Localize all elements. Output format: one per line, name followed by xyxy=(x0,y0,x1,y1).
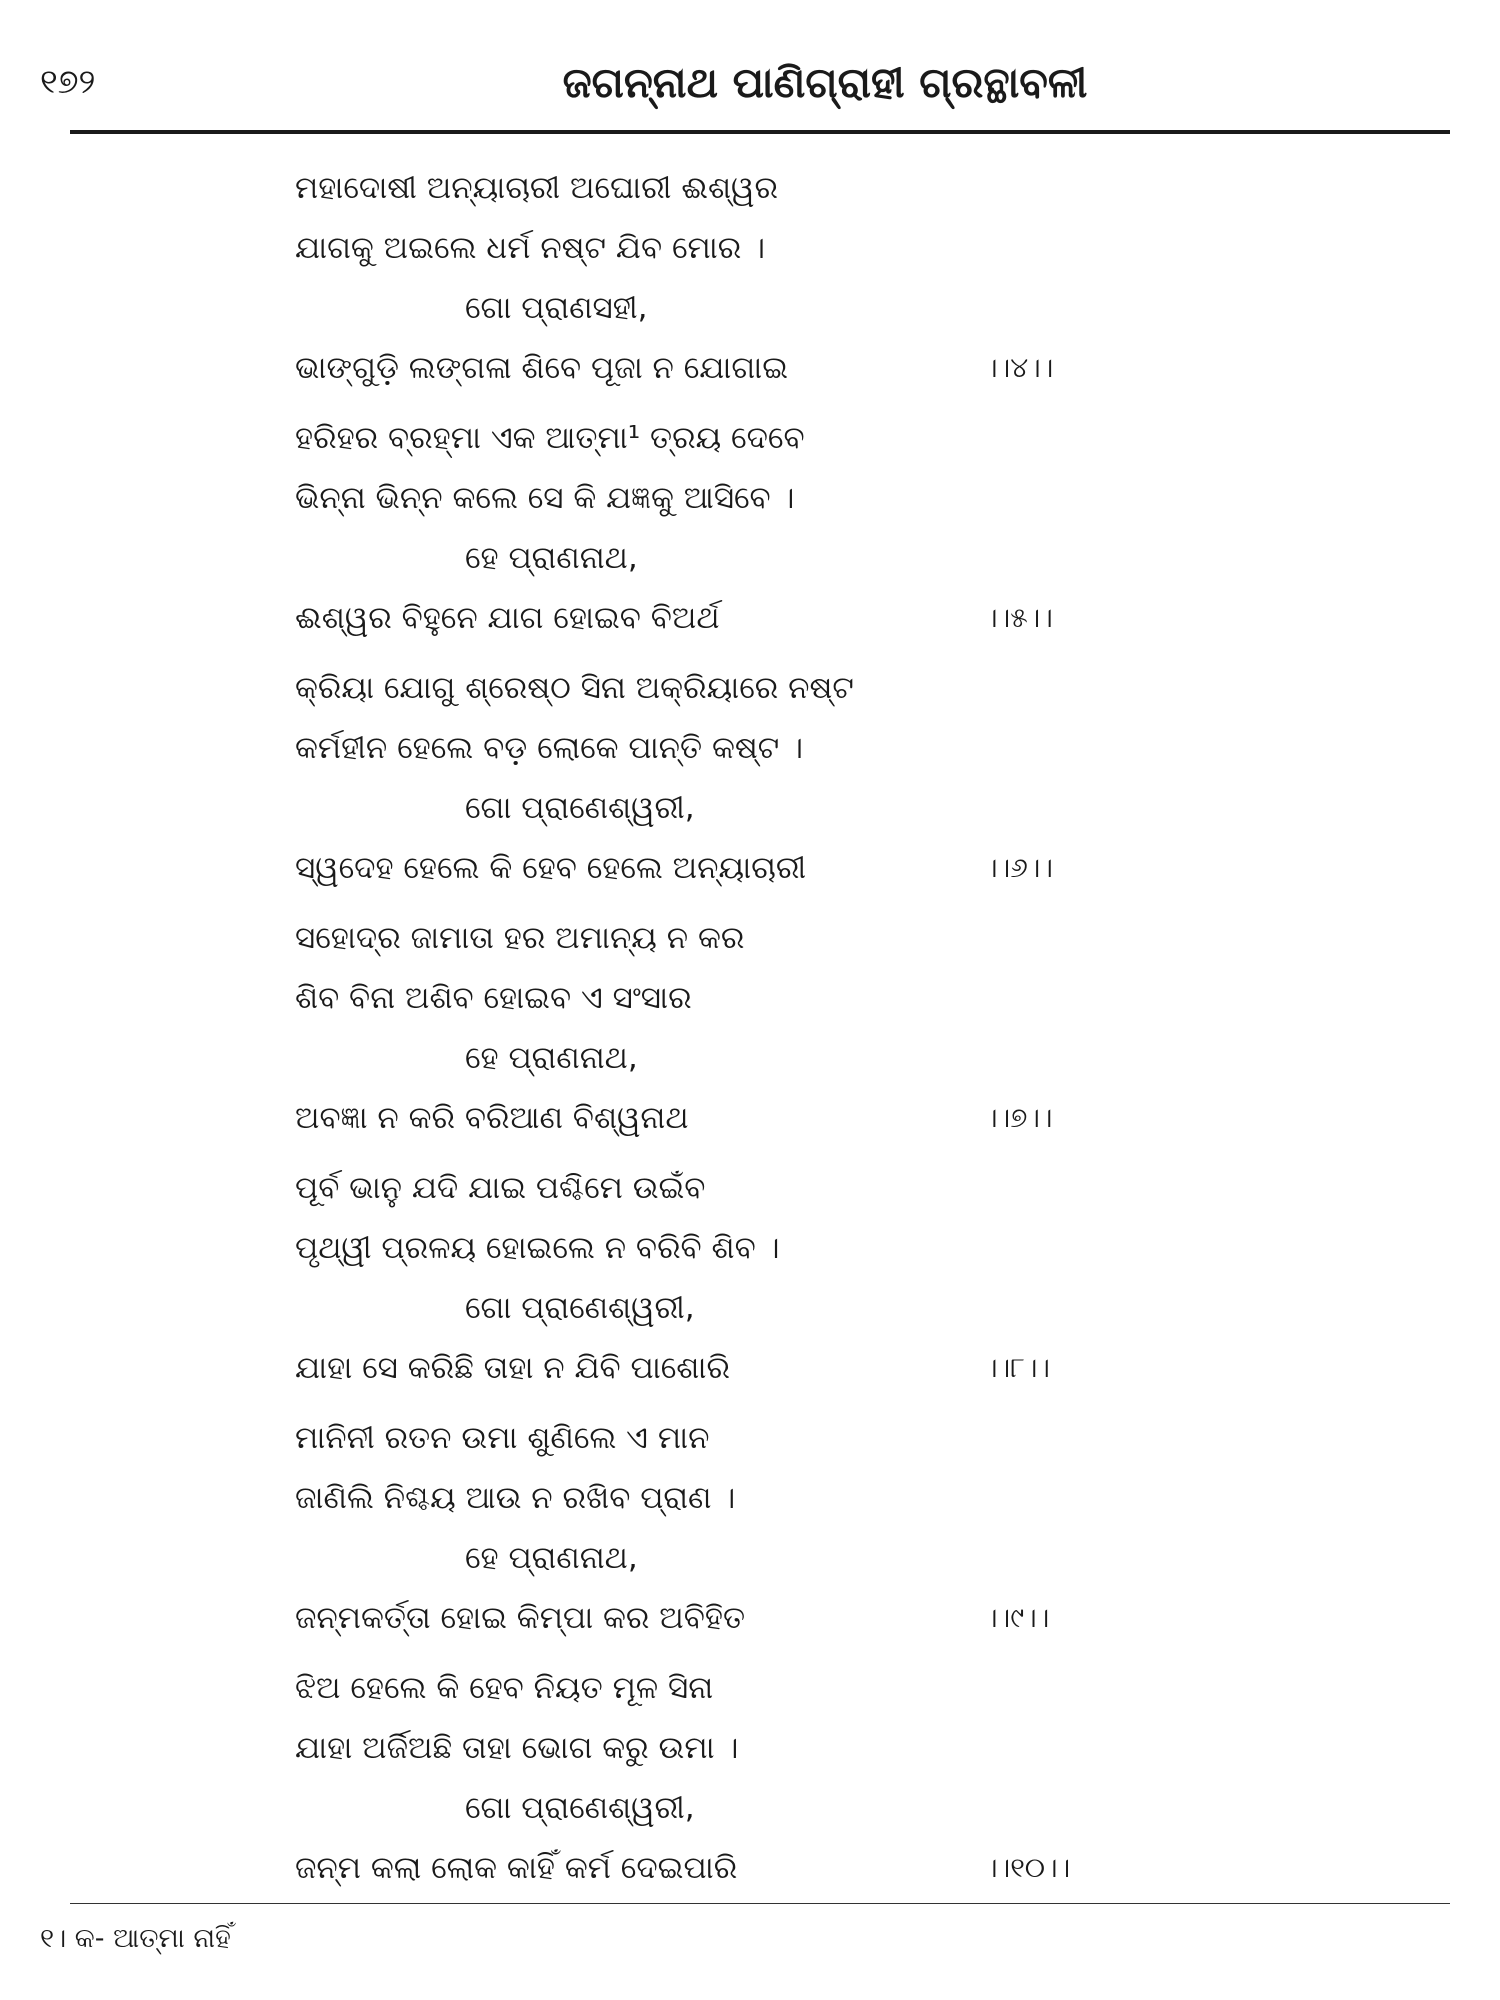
stanza xyxy=(295,418,1445,668)
verse-number: ।।୬।। xyxy=(985,851,1053,884)
verse-line: ହରିହର ବ୍ରହ୍ମା ଏକ ଆତ୍ମା¹ ତ୍ରୟ ଦେବେ xyxy=(295,420,805,456)
verse-line: ଝିଅ ହେଲେ କି ହେବ ନିୟତ ମୂଳ ସିନା xyxy=(295,1670,714,1706)
verse-address: ଗୋ ପ୍ରାଣସହୀ, xyxy=(465,290,648,326)
verse-address: ହେ ପ୍ରାଣନାଥ, xyxy=(465,540,638,576)
stanza xyxy=(295,918,1445,1168)
stanza xyxy=(295,668,1445,918)
verse-address: ଗୋ ପ୍ରାଣେଶ୍ୱରୀ, xyxy=(465,1290,695,1326)
verse-line: କ୍ରିୟା ଯୋଗୁ ଶ୍ରେଷ୍ଠ ସିନା ଅକ୍ରିୟାରେ ନଷ୍ଟ xyxy=(295,670,854,706)
footnote-rule xyxy=(70,1903,1450,1904)
header-rule xyxy=(70,130,1450,134)
verse-address: ହେ ପ୍ରାଣନାଥ, xyxy=(465,1540,638,1576)
verse-address: ଗୋ ପ୍ରାଣେଶ୍ୱରୀ, xyxy=(465,790,695,826)
verse-line: ସହୋଦ୍ର ଜାମାତା ହର ଅମାନ୍ୟ ନ କର xyxy=(295,920,745,956)
verse-line: ଈଶ୍ୱର ବିହୁନେ ଯାଗ ହୋଇବ ବିଅର୍ଥ xyxy=(295,600,720,636)
verses xyxy=(295,168,1445,1918)
verse-line: ପୂର୍ବ ଭାନୁ ଯଦି ଯାଇ ପଶ୍ଚିମେ ଉଇଁବ xyxy=(295,1170,706,1206)
verse-number: ।।୫।। xyxy=(985,601,1053,634)
stanza xyxy=(295,1168,1445,1418)
verse-line: ମାନିନୀ ରତନ ଉମା ଶୁଣିଲେ ଏ ମାନ xyxy=(295,1420,710,1456)
book-title: ଜଗନ୍ନାଥ ପାଣିଗ୍ରାହୀ ଗ୍ରନ୍ଥାବଳୀ xyxy=(562,58,1088,107)
verse-number: ।।୯।। xyxy=(985,1601,1050,1634)
verse-line: ଜନ୍ମ କଲା ଲୋକ କାହିଁ କର୍ମ ଦେଇପାରି xyxy=(295,1850,738,1886)
stanza xyxy=(295,1418,1445,1668)
verse-address: ହେ ପ୍ରାଣନାଥ, xyxy=(465,1040,638,1076)
verse-line: ସ୍ୱଦେହ ହେଲେ କି ହେବ ହେଲେ ଅନ୍ୟାଚାରୀ xyxy=(295,850,807,886)
verse-number: ।।୧୦।। xyxy=(985,1851,1071,1884)
verse-line: ଅବଜ୍ଞା ନ କରି ବରିଆଣ ବିଶ୍ୱନାଥ xyxy=(295,1100,689,1136)
verse-line: ଜାଣିଲି ନିଶ୍ଚୟ ଆଉ ନ ରଖିବ ପ୍ରାଣ । xyxy=(295,1480,736,1516)
verse-line: ଭାଙ୍ଗୁଡ଼ି ଲଙ୍ଗଳା ଶିବେ ପୂଜା ନ ଯୋଗାଇ xyxy=(295,350,789,386)
verse-line: କର୍ମହୀନ ହେଲେ ବଡ଼ ଲୋକେ ପାନ୍ତି କଷ୍ଟ । xyxy=(295,730,804,766)
stanza xyxy=(295,1668,1445,1918)
verse-line: ଯାହା ସେ କରିଛି ତାହା ନ ଯିବି ପାଶୋରି xyxy=(295,1350,730,1386)
verse-line: ଶିବ ବିନା ଅଶିବ ହୋଇବ ଏ ସଂସାର xyxy=(295,980,692,1016)
verse-line: ଯାଗକୁ ଅଇଲେ ଧର୍ମ ନଷ୍ଟ ଯିବ ମୋର । xyxy=(295,230,766,266)
verse-number: ।।୪।। xyxy=(985,351,1054,384)
footnote: ୧। କ- ଆତ୍ମା ନାହିଁ xyxy=(40,1923,231,1954)
verse-line: ଭିନ୍ନା ଭିନ୍ନ କଲେ ସେ କି ଯଜ୍ଞକୁ ଆସିବେ । xyxy=(295,480,795,516)
verse-line: ଯାହା ଅର୍ଜିଅଛି ତାହା ଭୋଗ କରୁ ଉମା । xyxy=(295,1730,739,1766)
verse-line: ପୃଥ୍ୱୀ ପ୍ରଳୟ ହୋଇଲେ ନ ବରିବି ଶିବ । xyxy=(295,1230,780,1266)
verse-address: ଗୋ ପ୍ରାଣେଶ୍ୱରୀ, xyxy=(465,1790,695,1826)
stanza xyxy=(295,168,1445,418)
verse-line: ଜନ୍ମକର୍ତ୍ତା ହୋଇ କିମ୍ପା କର ଅବିହିତ xyxy=(295,1600,746,1636)
verse-number: ।।୮।। xyxy=(985,1351,1051,1384)
page-number: ୧୭୨ xyxy=(40,62,96,102)
verse-number: ।।୭।। xyxy=(985,1101,1053,1134)
verse-line: ମହାଦୋଷୀ ଅନ୍ୟାଚାରୀ ଅଘୋରୀ ଈଶ୍ୱର xyxy=(295,170,778,206)
